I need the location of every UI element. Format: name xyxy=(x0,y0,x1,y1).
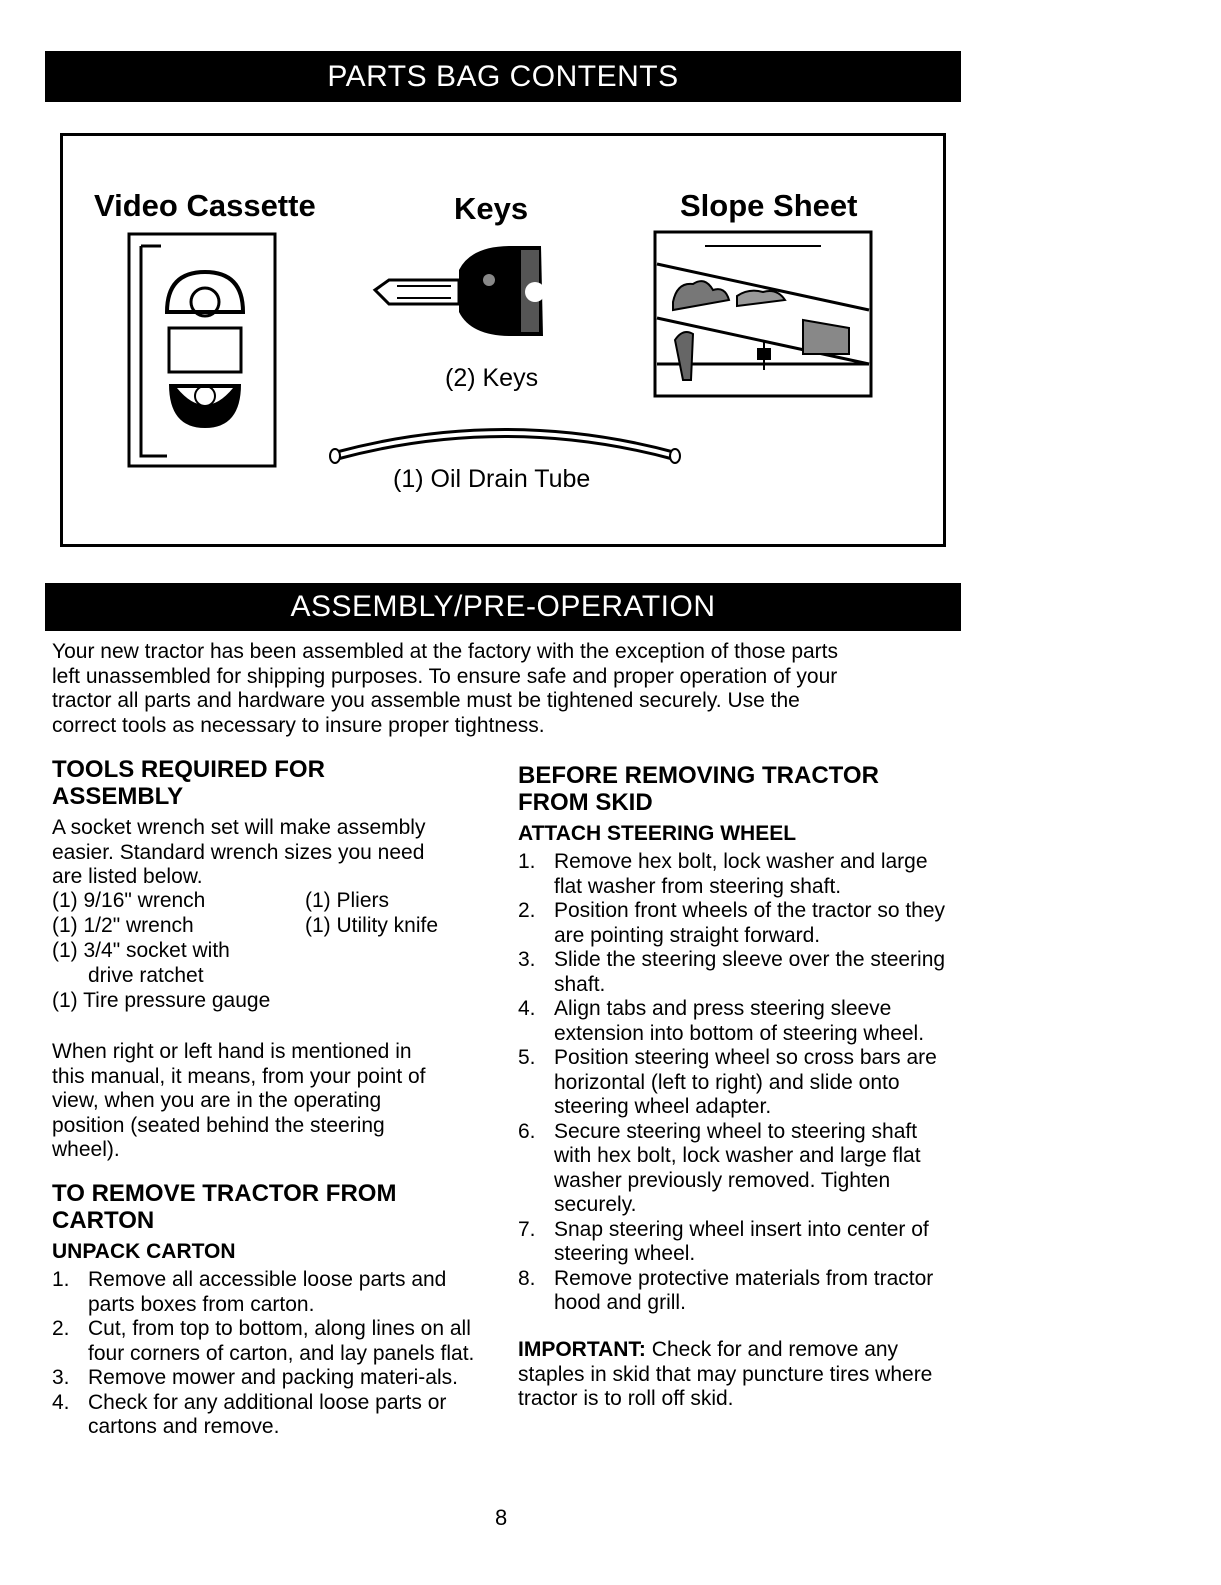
intro-line: Your new tractor has been assembled at the factory with the exception of those parts xyxy=(52,640,839,663)
oil-drain-tube-icon xyxy=(325,404,685,474)
before-heading xyxy=(518,762,958,816)
list-item: 2. Cut, from top to bottom, along lines on all four corners of carton, and lay panels flat. xyxy=(52,1317,475,1365)
parts-bag-box xyxy=(60,133,946,547)
parts-bag-banner: PARTS BAG CONTENTS xyxy=(45,51,961,102)
tool-item: (1) 3/4" socket with xyxy=(52,939,230,962)
tools-heading xyxy=(52,756,492,810)
keys-title: Keys xyxy=(454,191,529,226)
tool-item: (1) Tire pressure gauge xyxy=(52,989,271,1012)
tool-item-continuation: drive ratchet xyxy=(88,964,204,987)
tools-row xyxy=(52,988,492,1013)
remove-heading xyxy=(52,1180,492,1234)
tools-row xyxy=(52,888,492,913)
steering-steps xyxy=(518,850,958,1316)
video-cassette-title: Video Cassette xyxy=(94,188,316,223)
tools-row xyxy=(52,963,492,988)
tools-intro xyxy=(52,816,492,890)
important-note xyxy=(518,1338,958,1412)
list-item: 1. Remove hex bolt, lock washer and large flat washer from steering shaft. xyxy=(518,850,928,898)
list-item: 7. Snap steering wheel insert into center of steering wheel. xyxy=(518,1217,929,1265)
list-item: 6. Secure steering wheel to steering shaft with hex bolt, lock washer and large flat washer previously removed. Tighten securely. xyxy=(518,1119,921,1216)
list-item: 4. Align tabs and press steering sleeve extension into bottom of steering wheel. xyxy=(518,997,925,1045)
tools-heading-line: ASSEMBLY xyxy=(52,783,184,810)
key-icon xyxy=(371,240,561,340)
slope-sheet-icon xyxy=(653,230,873,398)
keys-caption: (2) Keys xyxy=(445,364,539,392)
important-text: Check for and remove any staples in skid that may puncture tires where tractor is to roll off skid. xyxy=(518,1338,933,1410)
remove-heading-line: CARTON xyxy=(52,1207,155,1234)
hand-note-line: When right or left hand is mentioned in xyxy=(52,1040,412,1063)
tools-intro-line: easier. Standard wrench sizes you need xyxy=(52,840,425,864)
hand-note-line: position (seated behind the steering xyxy=(52,1113,385,1137)
list-item: 3. Slide the steering sleeve over the steering shaft. xyxy=(518,948,946,996)
intro-line: tractor all parts and hardware you assemble must be tightened securely. Use the xyxy=(52,689,800,712)
oil-drain-tube-caption: (1) Oil Drain Tube xyxy=(393,465,591,493)
tool-item: (1) 9/16" wrench xyxy=(52,889,206,912)
list-item: 4. Check for any additional loose parts or cartons and remove. xyxy=(52,1390,447,1438)
unpack-steps xyxy=(52,1268,492,1440)
hand-note-line: view, when you are in the operating xyxy=(52,1089,382,1112)
remove-heading-line: TO REMOVE TRACTOR FROM xyxy=(52,1180,397,1207)
intro-line: left unassembled for shipping purposes. To ensure safe and proper operation of your xyxy=(52,664,838,688)
slope-sheet-title: Slope Sheet xyxy=(680,188,858,223)
unpack-carton-heading: UNPACK CARTON xyxy=(52,1240,236,1263)
important-label: IMPORTANT: xyxy=(518,1338,646,1361)
page-number: 8 xyxy=(495,1505,508,1530)
tools-heading-line: TOOLS REQUIRED FOR xyxy=(52,756,325,783)
before-heading-line: FROM SKID xyxy=(518,789,653,816)
list-item: 3. Remove mower and packing materi-als. xyxy=(52,1366,458,1389)
tools-list xyxy=(52,888,492,1013)
assembly-intro xyxy=(52,640,962,738)
tools-row xyxy=(52,938,492,963)
list-item: 2. Position front wheels of the tractor so they are pointing straight forward. xyxy=(518,899,946,947)
list-item: 8. Remove protective materials from tractor hood and grill. xyxy=(518,1266,934,1314)
attach-steering-heading: ATTACH STEERING WHEEL xyxy=(518,822,797,845)
before-heading-line: BEFORE REMOVING TRACTOR xyxy=(518,762,879,789)
tools-intro-line: A socket wrench set will make assembly xyxy=(52,816,426,839)
tool-item: (1) Pliers xyxy=(305,889,390,912)
hand-note xyxy=(52,1040,492,1163)
tools-row xyxy=(52,913,492,938)
video-cassette-icon xyxy=(127,232,277,468)
list-item: 5. Position steering wheel so cross bars are horizontal (left to right) and slide onto steering wheel adapter. xyxy=(518,1046,937,1118)
hand-note-line: wheel). xyxy=(52,1138,120,1161)
assembly-banner: ASSEMBLY/PRE-OPERATION xyxy=(45,583,961,631)
tool-item: (1) 1/2" wrench xyxy=(52,914,194,937)
hand-note-line: this manual, it means, from your point of xyxy=(52,1064,426,1088)
list-item: 1. Remove all accessible loose parts and parts boxes from carton. xyxy=(52,1268,447,1316)
intro-line: correct tools as necessary to insure proper tightness. xyxy=(52,713,545,737)
tool-item: (1) Utility knife xyxy=(305,914,439,937)
tools-intro-line: are listed below. xyxy=(52,865,203,888)
